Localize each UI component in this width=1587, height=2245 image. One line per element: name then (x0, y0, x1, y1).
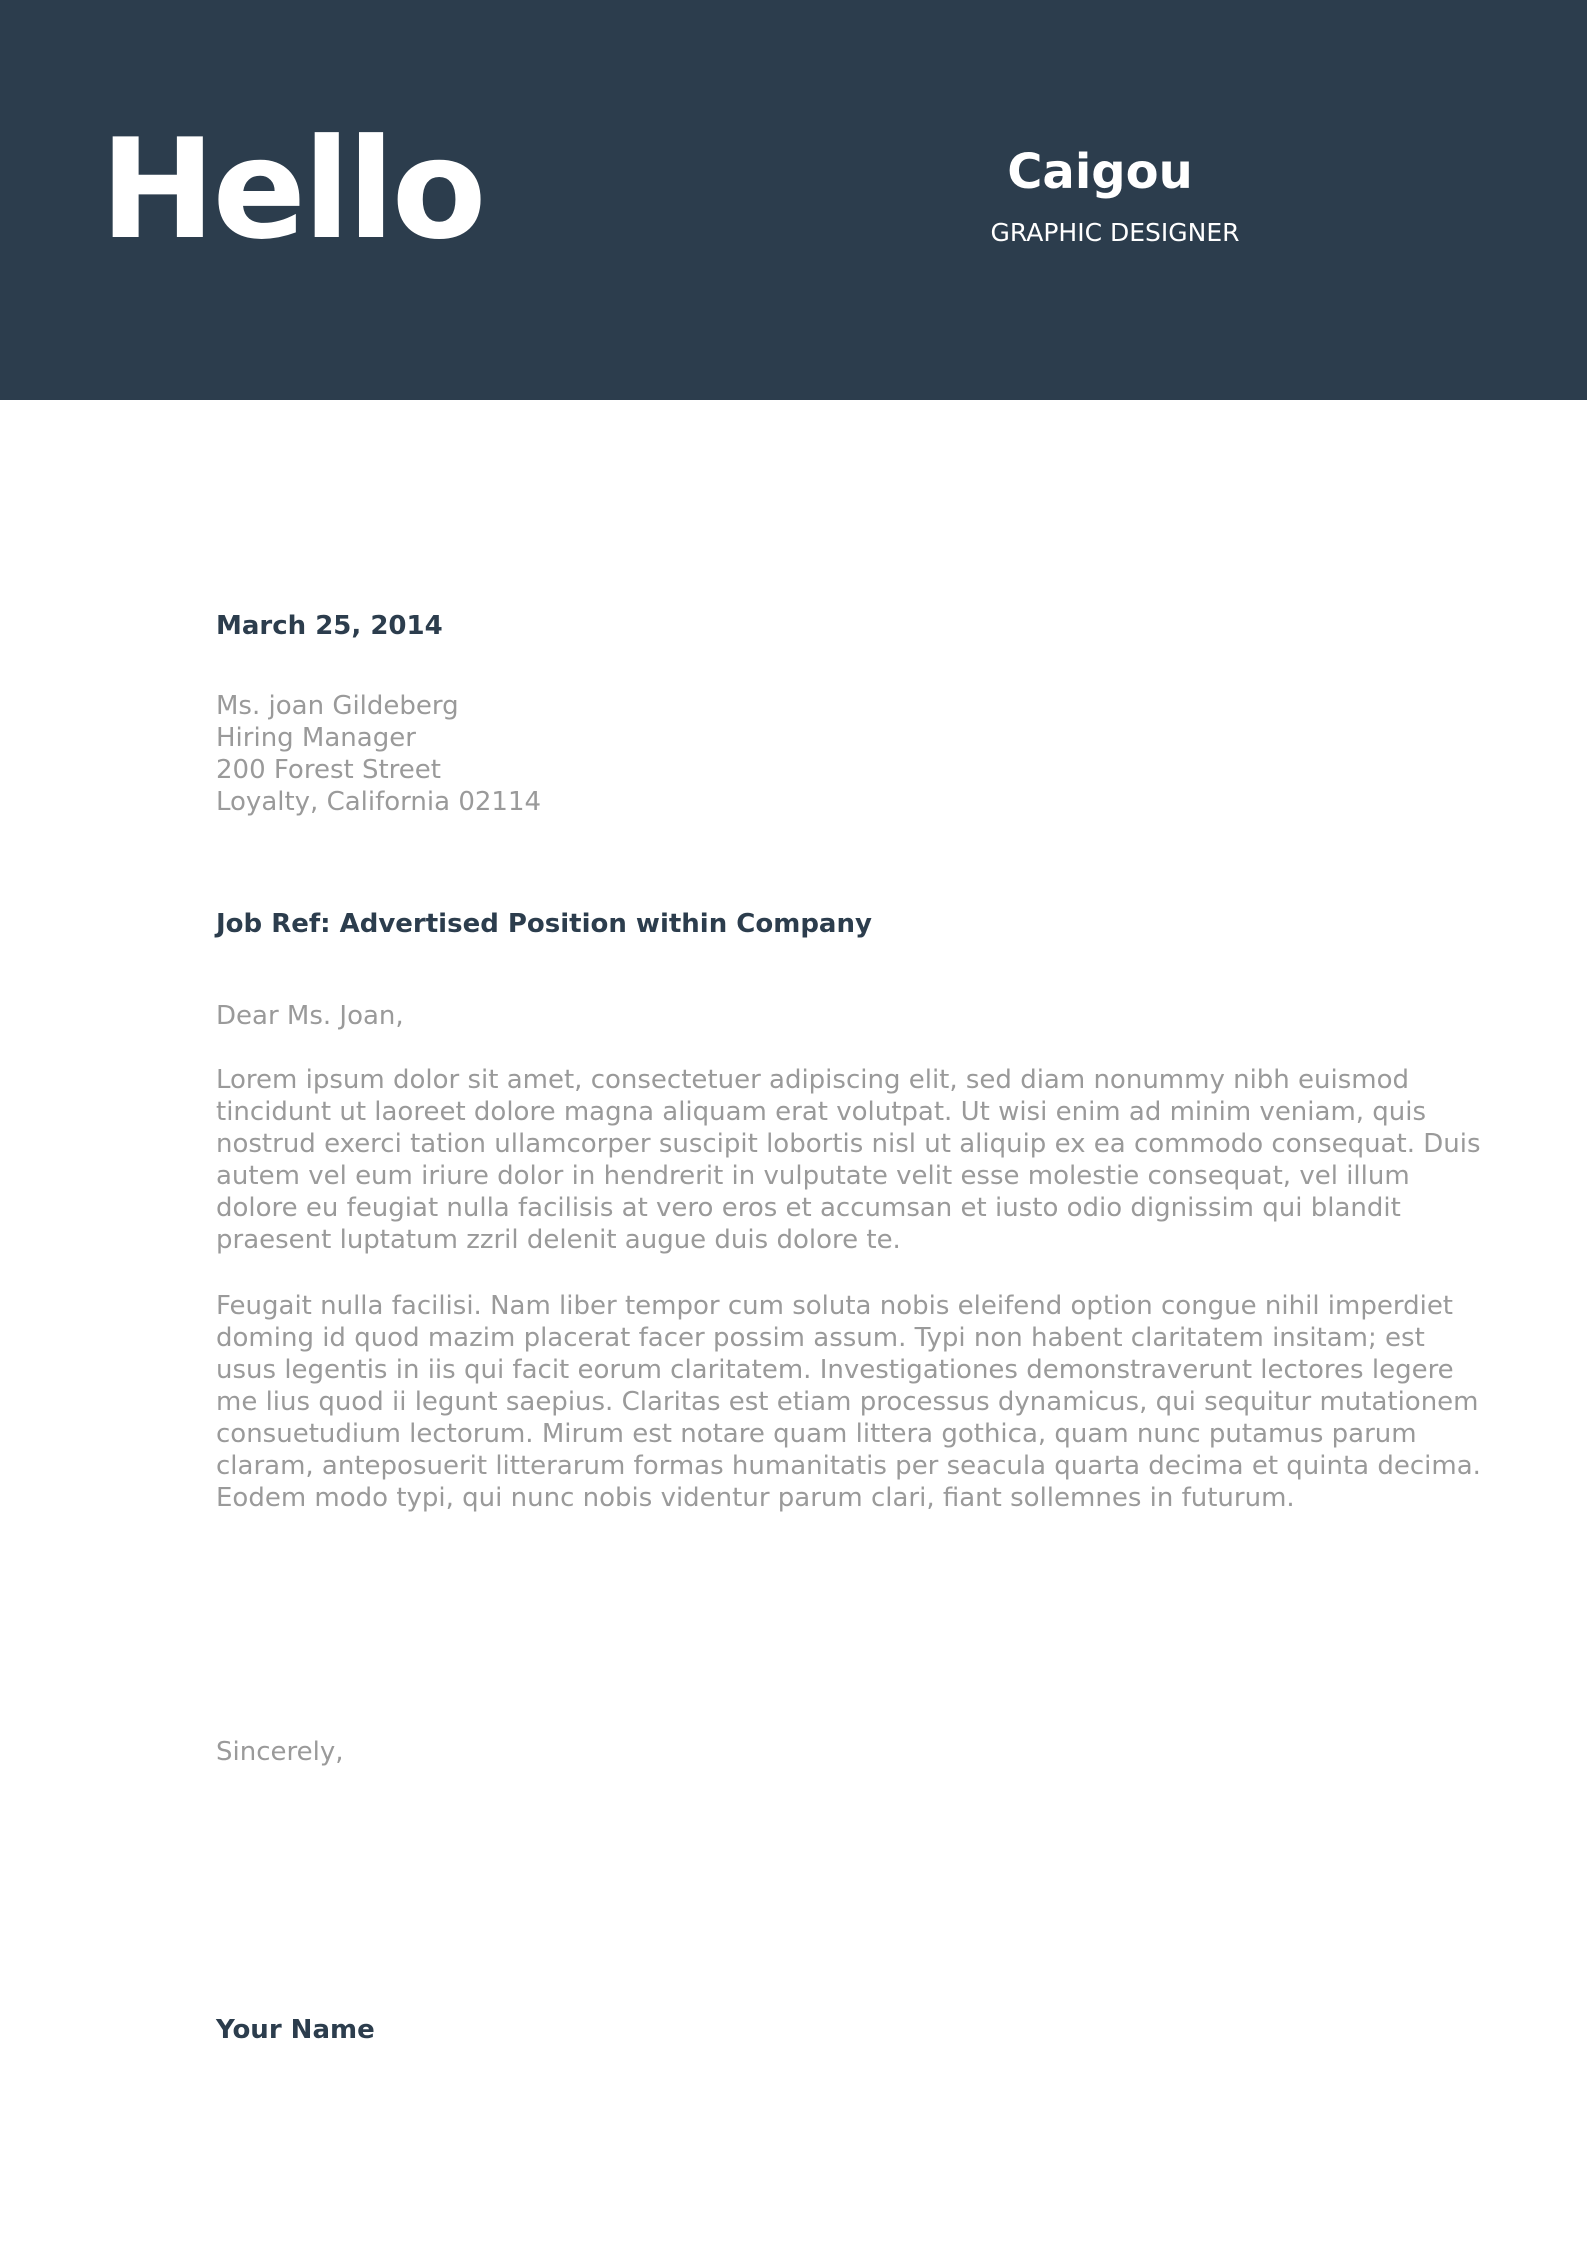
paragraph-line: autem vel eum iriure dolor in hendrerit in vulputate velit esse molestie consequat, vel illum (216, 1161, 1410, 1191)
recipient-title: Hiring Manager (216, 723, 416, 753)
hello-heading: Hello (100, 109, 484, 270)
paragraph-line: claram, anteposuerit litterarum formas humanitatis per seacula quarta decima et quinta decima. (216, 1451, 1481, 1481)
paragraph-line: Lorem ipsum dolor sit amet, consectetuer adipiscing elit, sed diam nonummy nibh euismod (216, 1065, 1410, 1095)
paragraph-line: consuetudium lectorum. Mirum est notare quam littera gothica, quam nunc putamus parum (216, 1419, 1417, 1449)
header-banner (0, 0, 1587, 400)
letter-date: March 25, 2014 (216, 611, 443, 641)
sender-name: Caigou (1007, 144, 1193, 200)
paragraph-line: doming id quod mazim placerat facer possim assum. Typi non habent claritatem insitam; est (216, 1323, 1425, 1353)
paragraph-line: dolore eu feugiat nulla facilisis at vero eros et accumsan et iusto odio dignissim qui blandit (216, 1193, 1401, 1223)
signature-name: Your Name (216, 2015, 375, 2045)
paragraph-line: Feugait nulla facilisi. Nam liber tempor cum soluta nobis eleifend option congue nihil imperdiet (216, 1291, 1454, 1321)
job-reference: Job Ref: Advertised Position within Company (216, 909, 872, 939)
paragraph-2 (216, 1290, 1481, 1514)
salutation: Dear Ms. Joan, (216, 1001, 404, 1031)
paragraph-1 (216, 1064, 1481, 1256)
recipient-address (216, 690, 541, 818)
paragraph-line: Eodem modo typi, qui nunc nobis videntur parum clari, fiant sollemnes in futurum. (216, 1483, 1295, 1513)
recipient-street: 200 Forest Street (216, 755, 441, 785)
paragraph-line: usus legentis in iis qui facit eorum claritatem. Investigationes demonstraverunt lectores legere (216, 1355, 1454, 1385)
sender-role: GRAPHIC DESIGNER (990, 218, 1240, 247)
paragraph-line: praesent luptatum zzril delenit augue duis dolore te. (216, 1225, 901, 1255)
closing: Sincerely, (216, 1737, 344, 1767)
paragraph-line: me lius quod ii legunt saepius. Claritas est etiam processus dynamicus, qui sequitur mutationem (216, 1387, 1479, 1417)
paragraph-line: nostrud exerci tation ullamcorper suscipit lobortis nisl ut aliquip ex ea commodo consequat. Duis (216, 1129, 1481, 1159)
paragraph-line: tincidunt ut laoreet dolore magna aliquam erat volutpat. Ut wisi enim ad minim veniam, quis (216, 1097, 1427, 1127)
recipient-city: Loyalty, California 02114 (216, 787, 542, 817)
recipient-name: Ms. joan Gildeberg (216, 691, 459, 721)
